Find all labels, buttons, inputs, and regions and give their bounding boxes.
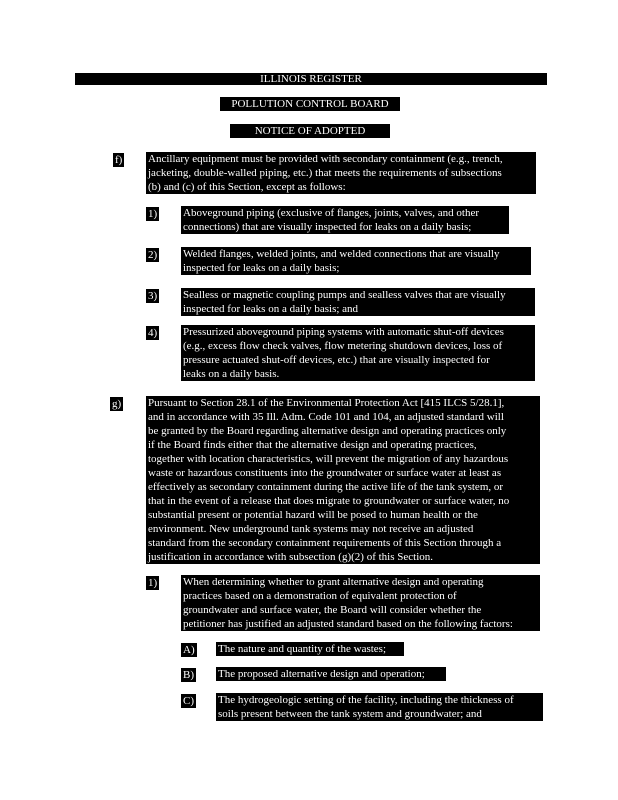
g-sub-c-line: soils present between the tank system and groundwater; and — [218, 708, 482, 720]
para-g-line: that in the event of a release that does migrate to groundwater or surface water, no — [148, 495, 510, 507]
para-f-line — [148, 180, 534, 194]
g-sub-c-text — [216, 693, 543, 721]
para-g-label: g) — [112, 398, 122, 410]
f-item-2-text — [181, 247, 531, 275]
f-item-1-line: connections) that are visually inspected for leaks on a daily basis; — [183, 221, 472, 233]
para-f-line: Ancillary equipment must be provided with secondary containment (e.g., trench, — [148, 153, 503, 165]
para-g-line: be granted by the Board regarding alternative design and operating practices only — [148, 425, 507, 437]
para-f-line: jacketing, double-walled piping, etc.) that meets the requirements of subsections — [148, 167, 502, 179]
g-item-1-label: 1) — [148, 577, 158, 589]
f-item-2-label: 2) — [148, 249, 158, 261]
f-item-3-line: Sealless or magnetic coupling pumps and sealless valves that are visually — [183, 289, 506, 301]
para-g-line: substantial present or potential hazard will be posed to human health or the — [148, 509, 478, 521]
para-g-text — [146, 396, 540, 564]
para-g-line: if the Board finds either that the alternative design and operating practices, — [148, 439, 477, 451]
f-item-4-text — [181, 325, 535, 381]
para-g-line: justification in accordance with subsection (g)(2) of this Section. — [148, 551, 434, 563]
para-f-text — [146, 152, 536, 194]
f-item-4-line: (e.g., excess flow check valves, flow metering shutdown devices, loss of — [183, 340, 503, 352]
para-g-line: environment. New underground tank systems may not receive an adjusted — [148, 523, 474, 535]
f-item-1-text — [181, 206, 509, 234]
f-item-4-line: Pressurized aboveground piping systems with automatic shut-off devices — [183, 326, 504, 338]
g-sub-c-line: The hydrogeologic setting of the facility, including the thickness of — [218, 694, 514, 706]
g-sub-b-text — [216, 667, 446, 681]
para-g-line: and in accordance with 35 Ill. Adm. Code 101 and 104, an adjusted standard will — [148, 411, 504, 423]
g-item-1-line: groundwater and surface water, the Board will consider whether the — [183, 604, 482, 616]
board-title: POLLUTION CONTROL BOARD — [220, 97, 400, 111]
g-item-1-line: practices based on a demonstration of equivalent protection of — [183, 590, 457, 602]
f-item-2-line: inspected for leaks on a daily basis; — [183, 262, 340, 274]
para-g-line: Pursuant to Section 28.1 of the Environmental Protection Act [415 ILCS 5/28.1], — [148, 397, 505, 409]
g-item-1-text — [181, 575, 540, 631]
f-item-1-line: Aboveground piping (exclusive of flanges, joints, valves, and other — [183, 207, 480, 219]
f-item-3-label: 3) — [148, 290, 158, 302]
f-item-2-line: Welded flanges, welded joints, and welded connections that are visually — [183, 248, 500, 260]
para-g-line: waste or hazardous constituents into the groundwater or surface water at least as — [148, 467, 502, 479]
para-g-line: effectively as secondary containment during the active life of the tank system, or — [148, 481, 504, 493]
g-item-1-line: petitioner has justified an adjusted standard based on the following factors: — [183, 618, 513, 630]
f-item-4-line: pressure actuated shut-off devices, etc.) that are visually inspected for — [183, 354, 490, 366]
f-item-3-text — [181, 288, 535, 316]
notice-title: NOTICE OF ADOPTED AMENDMENTS — [230, 124, 390, 138]
g-sub-a-text — [216, 642, 404, 656]
f-item-4-label: 4) — [148, 327, 158, 339]
register-title: ILLINOIS REGISTER — [260, 73, 362, 85]
para-g-line: standard from the secondary containment requirements of this Section through a — [148, 537, 502, 549]
g-sub-a-line: The nature and quantity of the wastes; — [218, 643, 387, 655]
para-g-line: together with location characteristics, will prevent the migration of any hazardous — [148, 453, 509, 465]
f-item-4-line: leaks on a daily basis. — [183, 368, 280, 380]
f-item-3-line: inspected for leaks on a daily basis; and — [183, 303, 359, 315]
para-f-label: f) — [115, 154, 123, 166]
g-sub-a-label: A) — [183, 644, 195, 656]
g-sub-b-line: The proposed alternative design and operation; — [218, 668, 425, 680]
g-sub-c-label: C) — [183, 695, 194, 707]
para-f-line-3: (b) and (c) of this Section, except as follows: — [148, 181, 346, 193]
f-item-1-label: 1) — [148, 208, 158, 220]
g-sub-b-label: B) — [183, 669, 194, 681]
g-item-1-line: When determining whether to grant alternative design and operating — [183, 576, 484, 588]
